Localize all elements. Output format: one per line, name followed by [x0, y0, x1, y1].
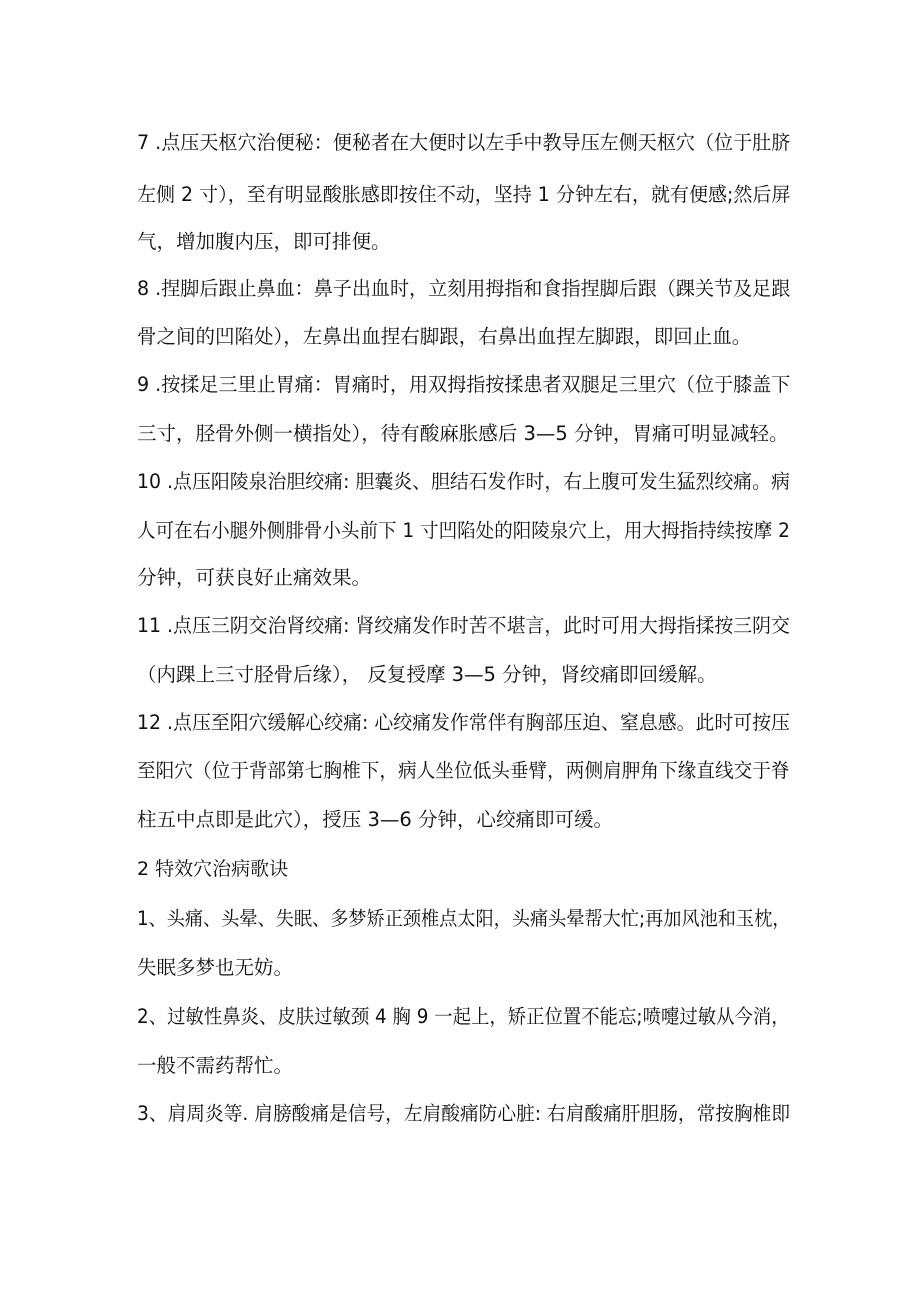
- item-9-line-1: 9 .按揉足三里止胃痛：胃痛时，用双拇指按揉患者双腿足三里穴（位于膝盖下: [137, 373, 791, 396]
- song-2-line-2: 一般不需药帮忙。: [137, 1054, 294, 1077]
- item-8-line-2: 骨之间的凹陷处），左鼻出血捏右脚跟，右鼻出血捏左脚跟，即回止血。: [137, 325, 752, 348]
- song-1-line-2: 失眠多梦也无妨。: [137, 956, 294, 979]
- item-7-line-2: 左侧 2 寸），至有明显酸胀感即按住不动，坚持 1 分钟左右，就有便感;然后屏: [137, 183, 791, 206]
- item-10-line-3: 分钟，可获良好止痛效果。: [137, 566, 372, 589]
- item-8-line-1: 8 .捏脚后跟止鼻血：鼻子出血时，立刻用拇指和食指捏脚后跟（踝关节及足跟: [137, 277, 791, 300]
- song-2-line-1: 2、过敏性鼻炎、皮肤过敏颈 4 胸 9 一起上，矫正位置不能忘;喷嚏过敏从今消，: [137, 1005, 790, 1028]
- item-7-line-3: 气，增加腹内压，即可排便。: [137, 230, 391, 253]
- song-1-line-1: 1、头痛、头晕、失眠、多梦矫正颈椎点太阳，头痛头晕帮大忙;再加风池和玉枕，: [137, 907, 791, 930]
- section-heading: 2 特效穴治病歌诀: [137, 858, 289, 880]
- item-7-line-1: 7 .点压天枢穴治便秘：便秘者在大便时以左手中教导压左侧天枢穴（位于肚脐: [137, 131, 791, 154]
- item-9-line-2: 三寸，胫骨外侧一横指处），待有酸麻胀感后 3—5 分钟，胃痛可明显减轻。: [137, 422, 789, 445]
- item-10-line-1: 10 .点压阳陵泉治胆绞痛: 胆囊炎、胆结石发作时，右上腹可发生猛烈绞痛。病: [137, 470, 790, 493]
- item-12-line-3: 柱五中点即是此穴），授压 3—6 分钟，心绞痛即可缓。: [137, 808, 613, 831]
- item-11-line-2: （内踝上三寸胫骨后缘）， 反复授摩 3—5 分钟，肾绞痛即回缓解。: [137, 663, 717, 686]
- item-12-line-1: 12 .点压至阳穴缓解心绞痛: 心绞痛发作常伴有胸部压迫、窒息感。此时可按压: [137, 711, 790, 734]
- item-11-line-1: 11 .点压三阴交治肾绞痛: 肾绞痛发作时苦不堪言，此时可用大拇指揉按三阴交: [137, 614, 790, 637]
- song-3-line-1: 3、肩周炎等. 肩膀酸痛是信号，左肩酸痛防心脏: 右肩酸痛肝胆肠，常按胸椎即: [137, 1102, 791, 1125]
- item-10-line-2: 人可在右小腿外侧腓骨小头前下 1 寸凹陷处的阳陵泉穴上，用大拇指持续按摩 2: [137, 519, 790, 542]
- item-12-line-2: 至阳穴（位于背部第七胸椎下，病人坐位低头垂臂，两侧肩胛角下缘直线交于脊: [137, 759, 790, 782]
